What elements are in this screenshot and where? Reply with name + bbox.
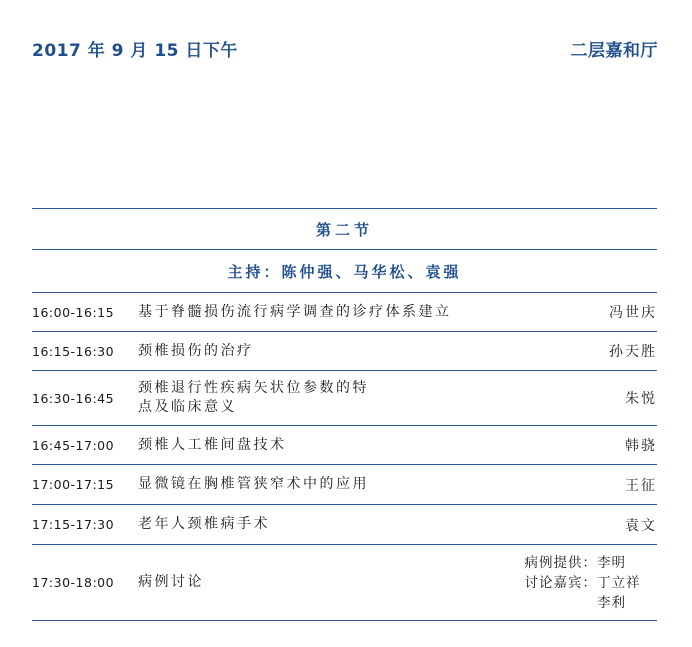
row-topic: 病例讨论 [138,574,204,590]
guest-name: 丁立祥 [597,574,641,591]
section-hosts: 主持：陈仲强、马华松、袁强 [227,262,462,281]
row-topic: 老年人颈椎病手术 [138,516,270,532]
page-header [32,36,658,61]
row-time: 16:30-16:45 [32,390,115,406]
schedule-row [32,465,657,504]
row-speaker: 朱悦 [625,391,657,407]
discussion-row [32,545,657,620]
row-time: 16:45-17:00 [32,437,115,453]
row-time: 17:30-18:00 [32,575,115,590]
row-time: 17:15-17:30 [32,517,115,532]
case-provider-name: 李明 [597,554,626,571]
schedule-row [32,426,657,464]
guest-name: 李利 [597,594,626,611]
session-venue: 二层嘉和厅 [570,41,658,61]
row-speaker: 袁文 [625,517,657,534]
schedule-row [32,505,657,544]
row-topic: 颈椎损伤的治疗 [138,342,254,359]
section-title: 第二节 [315,220,373,239]
row-topic: 基于脊髓损伤流行病学调查的诊疗体系建立 [138,303,452,320]
divider [32,620,657,621]
row-topic: 显微镜在胸椎管狭窄术中的应用 [138,476,369,492]
row-time: 17:00-17:15 [32,477,115,492]
row-speaker: 韩骁 [625,438,657,454]
row-topic: 颈椎人工椎间盘技术 [138,436,287,453]
row-speaker: 王征 [625,477,657,494]
discussion-participants [519,553,657,613]
row-speaker: 冯世庆 [609,305,657,321]
row-time: 16:15-16:30 [32,343,115,359]
schedule-row [32,371,657,425]
session-date: 2017 年 9 月 15 日下午 [32,41,238,61]
row-speaker: 孙天胜 [609,344,657,360]
schedule-row [32,332,657,370]
row-topic: 颈椎退行性疾病矢状位参数的特点及临床意义 [138,380,369,415]
row-time: 16:00-16:15 [32,304,115,320]
schedule-table [32,208,657,621]
case-provider-label: 病例提供： [524,554,597,571]
guest-label: 讨论嘉宾： [524,574,597,591]
schedule-row [32,293,657,331]
